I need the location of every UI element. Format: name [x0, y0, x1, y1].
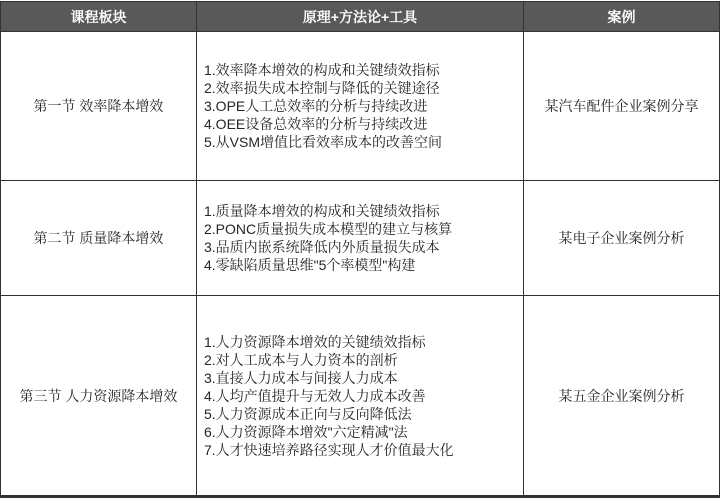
items-stack	[204, 61, 519, 151]
header-cell-case: 案例	[524, 2, 720, 32]
items-cell	[197, 296, 524, 497]
table-row-section-1	[1, 32, 720, 181]
item-line: 4.人均产值提升与无效人力成本改善	[204, 387, 426, 404]
item-line: 1.效率降本增效的构成和关键绩效指标	[204, 62, 440, 78]
module-cell: 第三节 人力资源降本增效	[1, 296, 197, 497]
item-line: 2.对人工成本与人力资本的剖析	[204, 351, 398, 368]
case-cell: 某五金企业案例分析	[524, 296, 720, 497]
module-cell: 第二节 质量降本增效	[1, 181, 197, 296]
course-outline-table	[0, 1, 720, 498]
header-row	[1, 2, 720, 32]
header-cell-module: 课程板块	[1, 2, 197, 32]
item-line: 3.直接人力成本与间接人力成本	[204, 369, 398, 386]
case-cell: 某电子企业案例分析	[524, 181, 720, 296]
items-cell	[197, 32, 524, 181]
item-line: 1.人力资源降本增效的关键绩效指标	[204, 333, 426, 350]
table-row-section-2	[1, 181, 720, 296]
item-line: 7.人才快速培养路径实现人才价值最大化	[204, 441, 454, 458]
items-cell	[197, 181, 524, 296]
case-cell: 某汽车配件企业案例分享	[524, 32, 720, 181]
table-row-section-3	[1, 296, 720, 497]
item-line: 1.质量降本增效的构成和关键绩效指标	[204, 203, 440, 219]
items-stack	[204, 202, 519, 274]
item-line: 4.OEE设备总效率的分析与持续改进	[204, 116, 428, 132]
module-cell: 第一节 效率降本增效	[1, 32, 197, 181]
items-stack	[204, 333, 519, 459]
item-line: 5.人力资源成本正向与反向降低法	[204, 405, 412, 422]
item-line: 5.从VSM增值比看效率成本的改善空间	[204, 134, 443, 150]
item-line: 6.人力资源降本增效"六定精减"法	[204, 423, 408, 440]
item-line: 2.PONC质量损失成本模型的建立与核算	[204, 221, 453, 237]
item-line: 4.零缺陷质量思维"5个率模型"构建	[204, 257, 416, 273]
header-cell-methodology: 原理+方法论+工具	[197, 2, 524, 32]
item-line: 3.品质内嵌系统降低内外质量损失成本	[204, 239, 440, 255]
item-line: 2.效率损失成本控制与降低的关键途径	[204, 80, 440, 96]
item-line: 3.OPE人工总效率的分析与持续改进	[204, 98, 428, 114]
